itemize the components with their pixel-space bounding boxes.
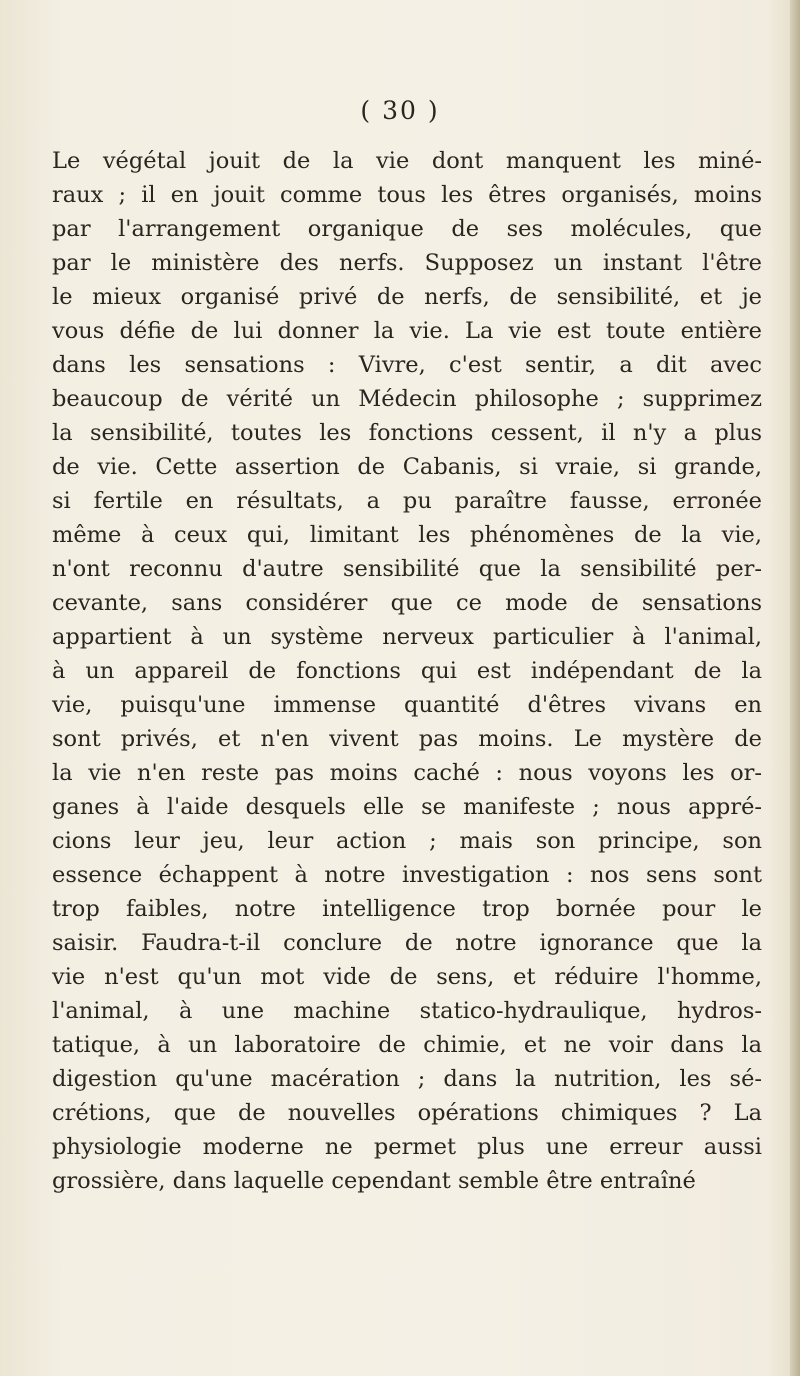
text-line: sont privés, et n'en vivent pas moins. Le mystère de: [52, 726, 762, 752]
text-line: vie, puisqu'une immense quantité d'êtres vivans en: [52, 692, 762, 718]
text-line: appartient à un système nerveux particulier à l'animal,: [52, 624, 762, 650]
text-line: ganes à l'aide desquels elle se manifeste ; nous appré-: [52, 794, 762, 820]
text-line: digestion qu'une macération ; dans la nutrition, les sé-: [52, 1066, 762, 1092]
text-line: n'ont reconnu d'autre sensibilité que la sensibilité per-: [52, 556, 762, 582]
text-line: à un appareil de fonctions qui est indépendant de la: [52, 658, 762, 684]
text-line: grossière, dans laquelle cependant semble être entraîné: [52, 1168, 696, 1194]
text-line: par l'arrangement organique de ses molécules, que: [52, 216, 762, 242]
page-number: ( 30 ): [360, 96, 440, 125]
text-line: si fertile en résultats, a pu paraître fausse, erronée: [52, 488, 762, 514]
text-line: la sensibilité, toutes les fonctions cessent, il n'y a plus: [52, 420, 762, 446]
text-line: physiologie moderne ne permet plus une erreur aussi: [52, 1134, 762, 1160]
text-line: crétions, que de nouvelles opérations chimiques ? La: [52, 1100, 762, 1126]
text-line: saisir. Faudra-t-il conclure de notre ignorance que la: [52, 930, 762, 956]
text-line: la vie n'en reste pas moins caché : nous voyons les or-: [52, 760, 762, 786]
text-line: vous défie de lui donner la vie. La vie est toute entière: [52, 318, 762, 344]
text-line: même à ceux qui, limitant les phénomènes de la vie,: [52, 522, 762, 548]
text-line: Le végétal jouit de la vie dont manquent les miné-: [52, 148, 762, 174]
text-line: de vie. Cette assertion de Cabanis, si vraie, si grande,: [52, 454, 762, 480]
text-line: essence échappent à notre investigation : nos sens sont: [52, 862, 762, 888]
text-line: dans les sensations : Vivre, c'est sentir, a dit avec: [52, 352, 762, 378]
text-line: vie n'est qu'un mot vide de sens, et réduire l'homme,: [52, 964, 762, 990]
text-line: le mieux organisé privé de nerfs, de sensibilité, et je: [52, 284, 762, 310]
text-line: tatique, à un laboratoire de chimie, et ne voir dans la: [52, 1032, 762, 1058]
text-line: raux ; il en jouit comme tous les êtres organisés, moins: [52, 182, 762, 208]
text-line: beaucoup de vérité un Médecin philosophe ; supprimez: [52, 386, 762, 412]
text-line: par le ministère des nerfs. Supposez un instant l'être: [52, 250, 762, 276]
text-line: cevante, sans considérer que ce mode de sensations: [52, 590, 762, 616]
text-line: l'animal, à une machine statico-hydraulique, hydros-: [52, 998, 762, 1024]
page-edge: [790, 0, 800, 1376]
text-line: cions leur jeu, leur action ; mais son principe, son: [52, 828, 762, 854]
text-line: trop faibles, notre intelligence trop bornée pour le: [52, 896, 762, 922]
